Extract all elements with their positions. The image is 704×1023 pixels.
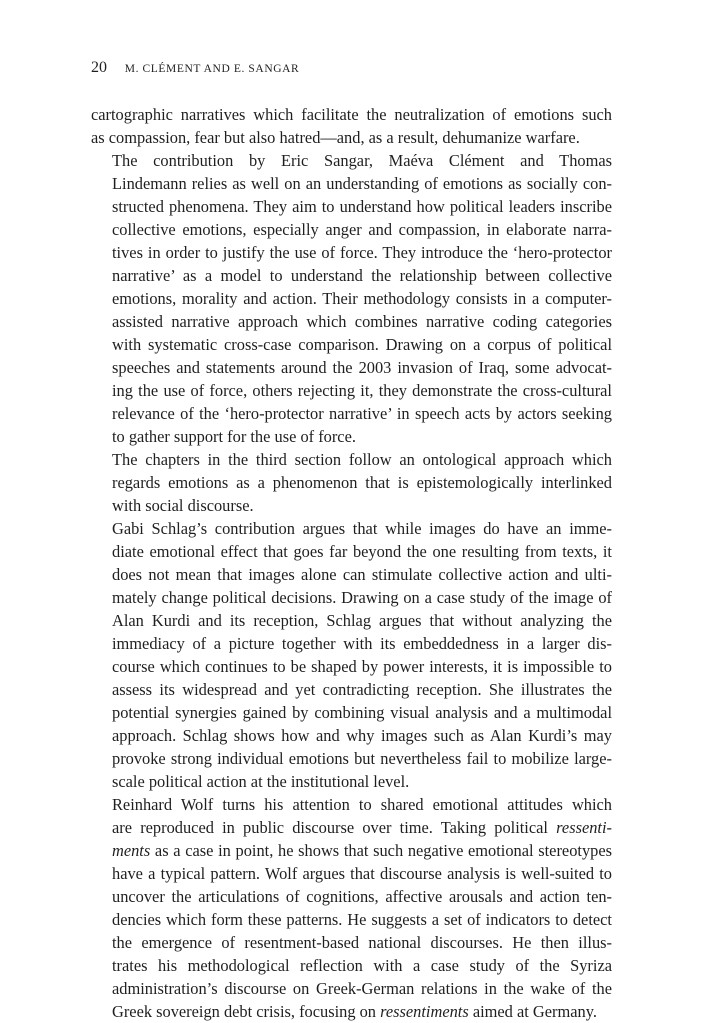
text-line: Gabi Schlag’s contribution argues that while images do have an imme- xyxy=(112,519,612,538)
text-line: cartographic narratives which facilitate the neutralization of emotions such xyxy=(91,105,612,124)
text-line: with systematic cross-case comparison. Drawing on a corpus of political xyxy=(112,335,612,354)
body-paragraph xyxy=(91,793,612,1023)
text-line: does not mean that images alone can stimulate collective action and ulti- xyxy=(112,565,612,584)
text-line: tives in order to justify the use of force. They introduce the ‘hero-protector xyxy=(112,243,612,262)
text-line: administration’s discourse on Greek-German relations in the wake of the xyxy=(112,979,612,998)
body-paragraph xyxy=(91,103,612,149)
text-line: as compassion, fear but also hatred—and, as a result, dehumanize warfare. xyxy=(91,128,580,147)
text-line: regards emotions as a phenomenon that is epistemologically interlinked xyxy=(112,473,612,492)
body-paragraph xyxy=(91,149,612,448)
text-line: Reinhard Wolf turns his attention to shared emotional attitudes which xyxy=(112,795,612,814)
text-line: have a typical pattern. Wolf argues that discourse analysis is well-suited to xyxy=(112,864,612,883)
text-line: approach. Schlag shows how and why images such as Alan Kurdi’s may xyxy=(112,726,612,745)
text-line: narrative’ as a model to understand the relationship between collective xyxy=(112,266,612,285)
body-paragraph xyxy=(91,448,612,517)
body-paragraph xyxy=(91,517,612,793)
text-line: The chapters in the third section follow an ontological approach which xyxy=(112,450,612,469)
text-line: The contribution by Eric Sangar, Maéva Clément and Thomas xyxy=(112,151,612,170)
text-line: assisted narrative approach which combines narrative coding categories xyxy=(112,312,612,331)
running-head-authors: M. CLÉMENT AND E. SANGAR xyxy=(124,63,300,75)
body-text xyxy=(91,103,612,1023)
italic-term: ments xyxy=(112,841,151,860)
text-line: the emergence of resentment-based national discourses. He then illus- xyxy=(112,933,612,952)
text-line: scale political action at the institutional level. xyxy=(112,772,410,791)
text-line: speeches and statements around the 2003 invasion of Iraq, some advocat- xyxy=(112,358,612,377)
text-line: course which continues to be shaped by power interests, it is impossible to xyxy=(112,657,612,676)
text-line: provoke strong individual emotions but nevertheless fail to mobilize large- xyxy=(112,749,612,768)
italic-term: ressentiments xyxy=(380,1002,469,1021)
text-line: ing the use of force, others rejecting it, they demonstrate the cross-cultural xyxy=(112,381,612,400)
italic-term: ressenti- xyxy=(556,818,612,837)
text-line: Alan Kurdi and its reception, Schlag argues that without analyzing the xyxy=(112,611,612,630)
running-head xyxy=(91,58,299,79)
text-line: mately change political decisions. Drawing on a case study of the image of xyxy=(112,588,612,607)
text-line: collective emotions, especially anger and compassion, in elaborate narra- xyxy=(112,220,612,239)
text-line: relevance of the ‘hero-protector narrative’ in speech acts by actors seeking xyxy=(112,404,612,423)
text-line: assess its widespread and yet contradicting reception. She illustrates the xyxy=(112,680,612,699)
text-line: diate emotional effect that goes far beyond the one resulting from texts, it xyxy=(112,542,612,561)
text-line: structed phenomena. They aim to understand how political leaders inscribe xyxy=(112,197,612,216)
page-number: 20 xyxy=(91,59,107,76)
text-line: dencies which form these patterns. He suggests a set of indicators to detect xyxy=(112,910,612,929)
text-line: immediacy of a picture together with its embeddedness in a larger dis- xyxy=(112,634,612,653)
text-line: emotions, morality and action. Their methodology consists in a computer- xyxy=(112,289,612,308)
text-line: potential synergies gained by combining visual analysis and a multimodal xyxy=(112,703,612,722)
text-line: to gather support for the use of force. xyxy=(112,427,356,446)
text-line: ments as a case in point, he shows that such negative emotional stereotypes xyxy=(112,841,612,860)
text-line: trates his methodological reflection with a case study of the Syriza xyxy=(112,956,612,975)
text-line: Greek sovereign debt crisis, focusing on ressentiments aimed at Germany. xyxy=(112,1002,597,1021)
text-line: with social discourse. xyxy=(112,496,254,515)
text-line: uncover the articulations of cognitions, affective arousals and action ten- xyxy=(112,887,612,906)
text-line: Lindemann relies as well on an understanding of emotions as socially con- xyxy=(112,174,612,193)
text-line: are reproduced in public discourse over time. Taking political ressenti- xyxy=(112,818,612,837)
